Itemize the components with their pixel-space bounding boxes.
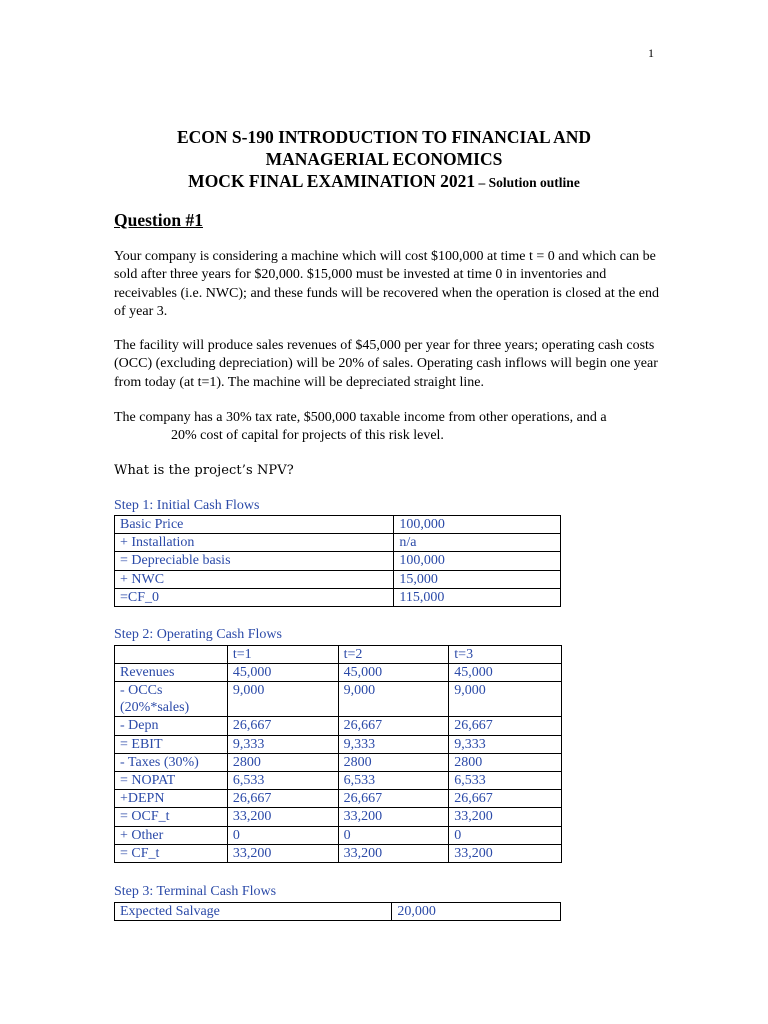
table-cell: 0 [338, 826, 449, 844]
title-line-3-main: MOCK FINAL EXAMINATION 2021 [188, 171, 476, 191]
table-cell: = NOPAT [115, 771, 228, 789]
table-row [115, 717, 562, 735]
table-cell: 33,200 [338, 844, 449, 862]
table-cell: = CF_t [115, 844, 228, 862]
table-cell: 115,000 [394, 588, 561, 606]
table-cell: 26,667 [449, 790, 562, 808]
table-cell: 33,200 [338, 808, 449, 826]
table-row [115, 808, 562, 826]
table-header-cell: t=3 [449, 646, 562, 664]
paragraph-2-text: The facility will produce sales revenues of $45,000 per year for three years; operating cash costs (OCC) (excluding depreciation) will be 20% of sales. Operating cash inflows will begin one year from today (at t=1). The machine will be depreciated straight line. [114, 338, 658, 390]
table-cell: - Taxes (30%) [115, 753, 228, 771]
table-cell: 45,000 [338, 664, 449, 682]
title-line-3-sub: – Solution outline [475, 175, 580, 190]
table-cell: 15,000 [394, 570, 561, 588]
table-cell: =CF_0 [115, 588, 394, 606]
table-row [115, 570, 561, 588]
paragraph-3-line-1: The company has a 30% tax rate, $500,000 taxable income from other operations, and a [114, 410, 607, 425]
paragraph-1-text: Your company is considering a machine which will cost $100,000 at time t = 0 and which can be sold after three years for $20,000. $15,000 must be invested at time 0 in inventories and receivables (i.e. NWC); and these funds will be recovered when the operation is closed at the end of year 3. [114, 249, 660, 320]
table-cell: 26,667 [449, 717, 562, 735]
title-line-2: MANAGERIAL ECONOMICS [265, 149, 503, 169]
table-cell: 45,000 [449, 664, 562, 682]
table-cell: 2800 [338, 753, 449, 771]
table-cell: + NWC [115, 570, 394, 588]
table-cell: 33,200 [227, 808, 338, 826]
table-cell: 9,333 [449, 735, 562, 753]
table-cell: 33,200 [449, 808, 562, 826]
table-row [115, 844, 562, 862]
table-cell: 6,533 [449, 771, 562, 789]
table-cell: - OCCs (20%*sales) [115, 682, 228, 717]
table-cell: 26,667 [227, 790, 338, 808]
table-cell: + Installation [115, 534, 394, 552]
table-cell: 6,533 [338, 771, 449, 789]
table-row [115, 552, 561, 570]
table-cell: 0 [227, 826, 338, 844]
table-row [115, 516, 561, 534]
table-cell: 9,333 [227, 735, 338, 753]
table-cell: 100,000 [394, 516, 561, 534]
table-cell: 33,200 [449, 844, 562, 862]
table-row [115, 664, 562, 682]
table-cell: 9,000 [338, 682, 449, 717]
table-cell: = EBIT [115, 735, 228, 753]
table-cell: 26,667 [338, 790, 449, 808]
step2-table [114, 645, 562, 863]
table-header-cell [115, 646, 228, 664]
paragraph-3 [114, 409, 674, 446]
table-row [115, 790, 562, 808]
table-cell: Revenues [115, 664, 228, 682]
table-cell: 20,000 [392, 903, 561, 921]
table-header-cell: t=1 [227, 646, 338, 664]
title-line-1: ECON S-190 INTRODUCTION TO FINANCIAL AND [176, 127, 592, 147]
table-cell: 33,200 [227, 844, 338, 862]
table-cell: Basic Price [115, 516, 394, 534]
table-row [115, 735, 562, 753]
table-header-cell: t=2 [338, 646, 449, 664]
title-line-3 [0, 170, 768, 194]
table-cell: + Other [115, 826, 228, 844]
paragraph-1 [114, 248, 664, 322]
table-cell: 100,000 [394, 552, 561, 570]
step1-table [114, 515, 561, 607]
npv-question: What is the project’s NPV? [114, 463, 294, 478]
table-row [115, 588, 561, 606]
table-cell: 6,533 [227, 771, 338, 789]
table-cell: Expected Salvage [115, 903, 392, 921]
table-row [115, 771, 562, 789]
step3-table [114, 902, 561, 921]
table-row [115, 903, 561, 921]
table-cell: 2800 [449, 753, 562, 771]
step3-heading: Step 3: Terminal Cash Flows [114, 884, 277, 899]
table-cell: 9,000 [449, 682, 562, 717]
table-row [115, 753, 562, 771]
table-cell: - Depn [115, 717, 228, 735]
document-title [0, 126, 768, 194]
page-number: 1 [648, 46, 654, 60]
table-cell: 2800 [227, 753, 338, 771]
table-cell: 26,667 [227, 717, 338, 735]
paragraph-3-line-2: 20% cost of capital for projects of this risk level. [171, 428, 444, 444]
step1-heading: Step 1: Initial Cash Flows [114, 498, 260, 513]
step2-heading: Step 2: Operating Cash Flows [114, 627, 282, 642]
table-row [115, 534, 561, 552]
table-cell: 26,667 [338, 717, 449, 735]
table-row [115, 826, 562, 844]
table-row [115, 682, 562, 717]
table-cell: n/a [394, 534, 561, 552]
table-cell: = OCF_t [115, 808, 228, 826]
paragraph-2 [114, 337, 664, 392]
table-cell: +DEPN [115, 790, 228, 808]
table-cell: 0 [449, 826, 562, 844]
table-cell: 45,000 [227, 664, 338, 682]
question-heading: Question #1 [114, 210, 203, 230]
table-cell: 9,333 [338, 735, 449, 753]
table-header-row [115, 646, 562, 664]
table-cell: 9,000 [227, 682, 338, 717]
table-cell: = Depreciable basis [115, 552, 394, 570]
